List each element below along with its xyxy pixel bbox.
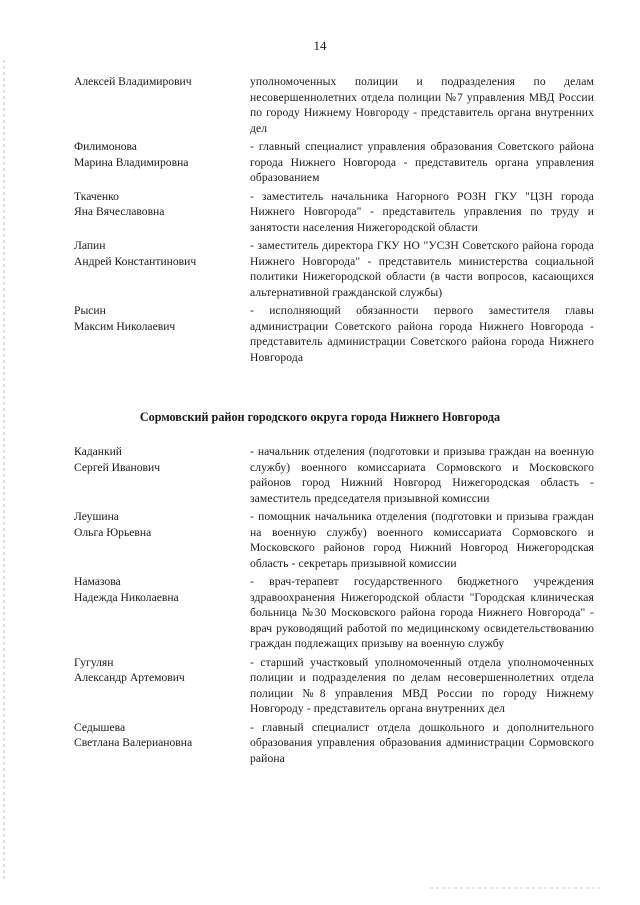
member-name: Леушина Ольга Юрьевна: [74, 510, 152, 539]
member-role: - заместитель начальника Нагорного РОЗН ГКУ "ЦЗН города Нижнего Новгорода" - представитель управления по труду и занятости населения Нижегородской области: [250, 189, 594, 234]
commission-list-soviet: [74, 74, 594, 368]
member-name: Каданкий Сергей Иванович: [74, 445, 161, 474]
member-entry: [74, 574, 594, 652]
member-name: Алексей Владимирович: [74, 75, 192, 88]
member-entry: [74, 509, 594, 571]
member-name: Рысин Максим Николаевич: [74, 304, 176, 333]
scan-edge-marks: [3, 60, 5, 880]
commission-list-sormovsky: [74, 444, 594, 769]
member-role: - заместитель директора ГКУ НО "УСЗН Советского района города Нижнего Новгорода" - представитель министерства социальной политики Нижегородской области (в части вопросов, касающихся альтернативной гражданской службы): [250, 239, 594, 299]
member-entry: [74, 720, 594, 767]
section-title: Сормовский район городского округа города Нижнего Новгорода: [139, 410, 501, 424]
page-number: 14: [313, 38, 327, 53]
member-entry: [74, 444, 594, 506]
member-role: - старший участковый уполномоченный отдела уполномоченных полиции и подразделения по делам несовершеннолетних отдела полиции №8 управления МВД России по городу Нижнему Новгороду - представитель органа внутренних дел: [250, 655, 594, 715]
member-entry: [74, 189, 594, 236]
member-role: - главный специалист управления образования Советского района города Нижнего Новгорода - представитель органа управления образованием: [250, 140, 594, 184]
member-name: Гугулян Александр Артемович: [74, 655, 185, 684]
member-entry: [74, 655, 594, 717]
member-name: Лапин Андрей Константинович: [74, 239, 197, 268]
member-name: Намазова Надежда Николаевна: [74, 575, 179, 604]
member-name: Филимонова Марина Владимировна: [74, 140, 189, 169]
member-name: Седышева Светлана Валериановна: [74, 720, 193, 749]
member-name: Ткаченко Яна Вячеславовна: [74, 189, 165, 218]
member-entry: [74, 139, 594, 186]
member-role: - главный специалист отдела дошкольного и дополнительного образования управления образования администрации Сормовского района: [250, 720, 594, 765]
member-entry: [74, 303, 594, 365]
member-role: - начальник отделения (подготовки и призыва граждан на военную службу) военного комиссариата Сормовского и Московского районов город Нижний Новгород Нижегородская область - заместитель председателя призывной комиссии: [250, 445, 594, 505]
member-role: - помощник начальника отделения (подготовки и призыва граждан на военную службу) военного комиссариата Сормовского и Московского районов город Нижний Новгород Нижегородская область - секретарь призывной комиссии: [250, 510, 594, 570]
member-entry: [74, 74, 594, 136]
member-role: уполномоченных полиции и подразделения по делам несовершеннолетних отдела полиции №7 управления МВД России по городу Нижнему Новгороду - представитель органа внутренних дел: [250, 75, 594, 135]
member-role: - врач-терапевт государственного бюджетного учреждения здравоохранения Нижегородской области "Городская клиническая больница №30 Московского района города Нижнего Новгорода" - врач руководящий работой по медицинскому освидетельствованию граждан подлежащих призыву на военную службу: [250, 575, 594, 650]
member-role: - исполняющий обязанности первого заместителя главы администрации Советского района города Нижнего Новгорода - представитель администрации Советского района города Нижнего Новгорода: [250, 304, 594, 364]
scan-bottom-marks: [430, 887, 600, 889]
member-entry: [74, 238, 594, 300]
